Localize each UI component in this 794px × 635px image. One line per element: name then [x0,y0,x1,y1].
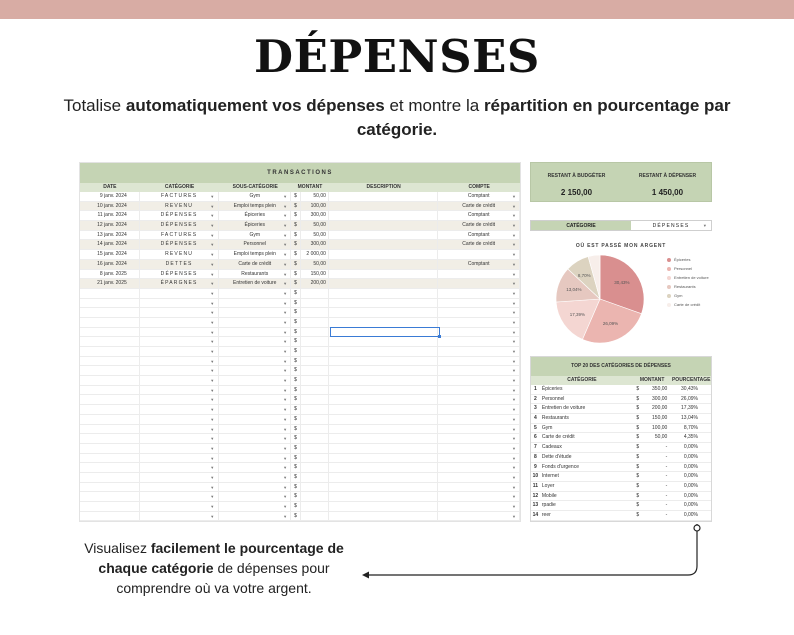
chevron-down-icon[interactable]: ▼ [283,290,288,296]
amount-cell: - [665,502,668,509]
currency-symbol: $ [291,299,301,308]
currency-symbol: $ [291,386,301,395]
category-cell: Entretien de voiture [541,405,586,412]
chevron-down-icon[interactable]: ▼ [283,426,288,432]
subcategory-cell[interactable]: Carte de crédit ▼ [219,260,291,269]
chevron-down-icon[interactable]: ▼ [512,465,516,471]
percent-cell: 0,00% [683,453,698,460]
chevron-down-icon[interactable]: ▼ [210,465,216,471]
transactions-title: TRANSACTIONS [80,163,520,183]
top20-title: TOP 20 DES CATÉGORIES DE DÉPENSES [531,357,711,376]
chevron-down-icon[interactable]: ▼ [210,407,216,413]
chevron-down-icon[interactable]: ▼ [283,504,288,509]
currency-symbol: $ [636,463,640,470]
account-cell[interactable]: Carte de crédit ▼ [438,221,520,230]
subcategory-cell[interactable]: Gym ▼ [219,192,291,201]
rank-cell: 2 [534,395,537,402]
chevron-down-icon[interactable]: ▼ [283,213,288,219]
currency-symbol: $ [291,270,301,279]
chevron-down-icon[interactable]: ▼ [210,213,216,219]
percent-cell: 17,39% [681,405,698,412]
chevron-down-icon[interactable]: ▼ [210,319,216,325]
amount-cell: 350,00 [652,386,668,392]
currency-symbol: $ [636,395,640,402]
percent-cell: 0,00% [683,473,698,480]
amount-cell: - [665,473,668,480]
text-part: de dépenses pour comprendre où va votre argent. [116,560,330,596]
percent-cell: 4,35% [683,434,698,441]
category-cell: reer [541,511,551,518]
percent-cell: 0,00% [683,511,698,518]
percent-cell: 0,00% [683,482,698,489]
chevron-down-icon[interactable]: ▼ [210,232,216,238]
chevron-down-icon[interactable]: ▼ [283,368,288,374]
category-cell: Fonds d'urgence [541,463,579,470]
category-cell[interactable]: DETTES ▼ [140,260,220,269]
chevron-down-icon[interactable]: ▼ [210,310,216,316]
chevron-down-icon[interactable]: ▼ [210,339,216,345]
category-cell: Cadeaux [541,444,562,451]
chevron-down-icon[interactable]: ▼ [283,203,288,209]
chevron-down-icon[interactable]: ▼ [283,455,288,461]
currency-symbol: $ [291,328,301,337]
account-cell[interactable]: Carte de crédit ▼ [438,202,520,211]
chevron-down-icon[interactable]: ▼ [210,281,216,287]
category-cell[interactable]: REVENU ▼ [140,202,220,211]
chevron-down-icon[interactable]: ▼ [210,349,216,354]
chevron-down-icon[interactable]: ▼ [512,329,516,335]
chevron-down-icon[interactable]: ▼ [512,271,516,277]
rank-cell: 14 [532,511,539,518]
column-header: DATE [103,184,117,190]
rank-cell: 7 [534,444,537,451]
column-header: CATÉGORIE [567,377,597,383]
chevron-down-icon[interactable]: ▼ [512,349,516,354]
category-cell[interactable]: DÉPENSES ▼ [140,240,220,249]
rank-cell: 10 [532,473,539,480]
chevron-down-icon[interactable]: ▼ [283,194,288,199]
pie-slice-label: 30,43% [614,280,630,286]
amount-cell: 150,00 [652,415,668,422]
chevron-down-icon[interactable]: ▼ [283,339,288,345]
currency-symbol: $ [636,453,640,460]
chevron-down-icon[interactable]: ▼ [512,513,516,519]
chevron-down-icon[interactable]: ▼ [512,397,516,403]
chevron-down-icon[interactable]: ▼ [512,290,516,296]
date-cell[interactable]: 14 janv. 2024 [80,240,140,249]
chevron-down-icon[interactable]: ▼ [283,387,288,393]
account-cell[interactable]: Comptant ▼ [438,260,520,269]
chevron-down-icon[interactable]: ▼ [512,358,516,364]
text-part: facilement le pourcentage de chaque catégorie [98,540,344,576]
date-cell[interactable]: 10 janv. 2024 [80,202,140,211]
chevron-down-icon[interactable]: ▼ [210,203,216,209]
subcategory-cell[interactable]: Entretien de voiture ▼ [219,279,291,288]
date-cell[interactable]: 12 janv. 2024 [80,221,140,230]
amount-cell[interactable]: 100,00 [301,202,329,211]
remaining-budget-value: 2 150,00 [560,188,593,197]
chevron-down-icon[interactable]: ▼ [283,232,288,238]
chevron-down-icon[interactable]: ▼ [283,349,288,354]
chevron-down-icon[interactable]: ▼ [283,416,288,422]
chevron-down-icon[interactable]: ▼ [283,271,288,277]
amount-cell: - [665,463,668,470]
pie-slice-label: 8,70% [577,272,591,278]
account-cell[interactable]: Comptant ▼ [438,192,520,201]
chevron-down-icon[interactable]: ▼ [512,455,516,461]
category-cell: Épiceries [541,386,563,392]
chevron-down-icon[interactable]: ▼ [210,290,216,296]
currency-symbol: $ [291,415,301,424]
pie-slice-label: 26,09% [602,321,619,327]
subcategory-cell[interactable]: Restaurants ▼ [219,270,291,279]
date-cell[interactable]: 8 janv. 2025 [80,270,140,279]
category-cell: Personnel [541,395,565,402]
percent-cell: 0,00% [683,502,698,509]
legend-label: Personnel [674,266,693,271]
chevron-down-icon[interactable]: ▼ [512,281,516,287]
subcategory-cell[interactable]: Épiceries ▼ [219,221,291,230]
subcategory-cell[interactable]: Épiceries ▼ [219,211,291,220]
chevron-down-icon[interactable]: ▼ [210,242,216,248]
text-part: et montre la [384,96,484,115]
chevron-down-icon[interactable]: ▼ [210,484,216,490]
text-part: répartition en pourcentage par catégorie. [356,96,731,139]
legend-label: Épiceries [674,257,691,262]
chevron-down-icon[interactable]: ▼ [512,242,516,248]
category-cell[interactable]: ÉPARGNES ▼ [140,279,220,288]
remaining-budget-label: RESTANT À BUDGÉTER [547,173,606,179]
chevron-down-icon[interactable]: ▼ [512,368,516,374]
chevron-down-icon[interactable]: ▼ [512,252,516,258]
category-cell: Mobile [541,492,557,499]
chevron-down-icon[interactable]: ▼ [283,252,288,258]
legend-label: Carte de crédit [674,302,701,307]
amount-cell[interactable]: 50,00 [301,221,329,230]
percent-cell: 0,00% [683,444,698,451]
chevron-down-icon[interactable]: ▼ [283,407,288,413]
currency-symbol: $ [291,347,301,356]
chevron-down-icon[interactable]: ▼ [283,261,288,267]
remaining-spend-value: 1 450,00 [651,188,684,197]
category-cell: Loyer [541,482,555,489]
chart-title: OÙ EST PASSÉ MON ARGENT [575,243,667,249]
amount-cell: - [665,453,668,460]
column-header: MONTANT [639,377,665,383]
chevron-down-icon[interactable]: ▼ [210,194,216,199]
chevron-down-icon[interactable]: ▼ [210,426,216,432]
currency-symbol: $ [291,376,301,385]
subcategory-cell[interactable]: Personnel ▼ [219,240,291,249]
chevron-down-icon[interactable]: ▼ [512,484,516,490]
chevron-down-icon[interactable]: ▼ [210,252,216,258]
text-part: Totalise [63,96,126,115]
currency-symbol: $ [291,211,301,220]
chevron-down-icon[interactable]: ▼ [512,426,516,432]
pie-slice-label: 13,04% [566,286,582,292]
chevron-down-icon[interactable]: ▼ [210,494,216,500]
chevron-down-icon[interactable]: ▼ [283,465,288,471]
column-header: DESCRIPTION [366,184,401,190]
column-header: SOUS-CATÉGORIE [232,184,278,190]
chevron-down-icon[interactable]: ▼ [512,474,516,480]
category-cell[interactable]: DÉPENSES ▼ [140,211,220,220]
legend-label: Gym [674,293,683,298]
currency-symbol: $ [291,308,301,317]
amount-cell[interactable]: 200,00 [301,279,329,288]
currency-symbol: $ [636,405,640,412]
chevron-down-icon[interactable]: ▼ [210,474,216,480]
chevron-down-icon[interactable]: ▼ [283,329,288,335]
currency-symbol: $ [291,395,301,404]
chevron-down-icon[interactable]: ▼ [283,474,288,480]
chevron-down-icon[interactable]: ▼ [283,436,288,442]
percent-cell: 0,00% [683,463,698,470]
rank-cell: 3 [534,405,537,412]
date-cell[interactable]: 16 janv. 2024 [80,260,140,269]
chevron-down-icon[interactable]: ▼ [512,213,516,219]
date-cell[interactable]: 13 janv. 2024 [80,231,140,240]
currency-symbol: $ [291,512,301,521]
percent-cell: 13,04% [681,415,698,422]
currency-symbol: $ [636,492,640,499]
percent-cell: 0,00% [683,492,698,499]
amount-cell: - [665,482,668,489]
chevron-down-icon[interactable]: ▼ [283,310,288,316]
chevron-down-icon[interactable]: ▼ [210,397,216,403]
currency-symbol: $ [291,473,301,482]
account-cell[interactable]: Comptant ▼ [438,211,520,220]
amount-cell[interactable]: 50,00 [301,192,329,201]
category-cell[interactable]: DÉPENSES ▼ [140,270,220,279]
column-header: POURCENTAGE [671,377,711,383]
amount-cell[interactable]: 300,00 [301,211,329,220]
currency-symbol: $ [291,492,301,501]
date-cell[interactable]: 15 janv. 2024 [80,250,140,259]
chevron-down-icon[interactable]: ▼ [283,484,288,490]
chevron-down-icon[interactable]: ▼ [512,494,516,500]
currency-symbol: $ [291,434,301,443]
amount-cell[interactable]: 150,00 [301,270,329,279]
amount-cell: 200,00 [652,405,668,412]
currency-symbol: $ [291,260,301,269]
currency-symbol: $ [636,434,640,441]
chevron-down-icon[interactable]: ▼ [512,203,516,209]
category-selector-text: DÉPENSES [652,223,690,229]
chevron-down-icon[interactable]: ▼ [210,416,216,422]
category-cell: Carte de crédit [541,434,575,441]
currency-symbol: $ [291,444,301,453]
column-header: CATÉGORIE [164,184,195,190]
chevron-down-icon[interactable]: ▼ [283,281,288,287]
currency-symbol: $ [636,415,640,422]
date-cell[interactable]: 9 janv. 2024 [80,192,140,201]
page-title: DÉPENSES [254,30,540,83]
chevron-down-icon[interactable]: ▼ [210,271,216,277]
currency-symbol: $ [636,502,640,509]
chevron-down-icon[interactable]: ▼ [512,310,516,316]
currency-symbol: $ [291,221,301,230]
category-selector-label: CATÉGORIE [531,221,631,230]
currency-symbol: $ [291,425,301,434]
amount-cell[interactable]: 50,00 [301,260,329,269]
category-cell: rpadie [541,502,556,509]
currency-symbol: $ [291,463,301,472]
category-cell: Internet [541,473,559,480]
rank-cell: 6 [534,434,537,441]
amount-cell: - [665,511,668,518]
chevron-down-icon[interactable]: ▼ [702,223,708,228]
category-cell[interactable]: DÉPENSES ▼ [140,221,220,230]
chevron-down-icon[interactable]: ▼ [210,300,216,306]
chevron-down-icon[interactable]: ▼ [512,387,516,393]
amount-cell[interactable]: 2 000,00 [301,250,329,259]
currency-symbol: $ [636,511,640,518]
subcategory-cell[interactable]: Emploi temps plein ▼ [219,250,291,259]
chevron-down-icon[interactable]: ▼ [210,378,216,384]
chevron-down-icon[interactable]: ▼ [210,504,216,509]
rank-cell: 9 [534,463,537,470]
currency-symbol: $ [291,279,301,288]
subcategory-cell[interactable]: Gym ▼ [219,231,291,240]
amount-cell: - [665,444,668,451]
column-header: COMPTE [468,184,490,190]
chevron-down-icon[interactable]: ▼ [210,387,216,393]
subcategory-cell[interactable]: Emploi temps plein ▼ [219,202,291,211]
currency-symbol: $ [291,357,301,366]
chevron-down-icon[interactable]: ▼ [512,445,516,451]
chevron-down-icon[interactable]: ▼ [283,319,288,325]
currency-symbol: $ [291,483,301,492]
currency-symbol: $ [291,192,301,201]
chevron-down-icon[interactable]: ▼ [512,416,516,422]
currency-symbol: $ [291,366,301,375]
chevron-down-icon[interactable]: ▼ [512,232,516,238]
chevron-down-icon[interactable]: ▼ [512,300,516,306]
category-cell[interactable]: FACTURES ▼ [140,231,220,240]
currency-symbol: $ [291,202,301,211]
chevron-down-icon[interactable]: ▼ [512,261,516,267]
chevron-down-icon[interactable]: ▼ [283,513,288,519]
account-cell[interactable]: Comptant ▼ [438,231,520,240]
currency-symbol: $ [291,454,301,463]
chevron-down-icon[interactable]: ▼ [283,223,288,229]
chevron-down-icon[interactable]: ▼ [210,455,216,461]
chevron-down-icon[interactable]: ▼ [283,445,288,451]
rank-cell: 12 [532,492,539,499]
rank-cell: 13 [532,502,539,509]
chevron-down-icon[interactable]: ▼ [210,368,216,374]
amount-cell: - [665,492,668,499]
account-cell[interactable]: Carte de crédit ▼ [438,240,520,249]
currency-symbol: $ [291,502,301,511]
chevron-down-icon[interactable]: ▼ [210,436,216,442]
currency-symbol: $ [636,482,640,489]
currency-symbol: $ [636,473,640,480]
chevron-down-icon[interactable]: ▼ [283,397,288,403]
currency-symbol: $ [291,289,301,298]
percent-cell: 8,70% [683,424,698,431]
chevron-down-icon[interactable]: ▼ [512,407,516,413]
currency-symbol: $ [291,231,301,240]
chevron-down-icon[interactable]: ▼ [512,223,516,229]
category-cell: Restaurants [541,415,569,422]
amount-cell: 50,00 [654,434,668,441]
chevron-down-icon[interactable]: ▼ [210,445,216,451]
column-header: MONTANT [297,184,323,190]
date-cell[interactable]: 21 janv. 2025 [80,279,140,288]
chevron-down-icon[interactable]: ▼ [210,261,216,267]
currency-symbol: $ [636,424,640,431]
chevron-down-icon[interactable]: ▼ [210,513,216,519]
rank-cell: 11 [532,482,539,489]
chevron-down-icon[interactable]: ▼ [210,223,216,229]
rank-cell: 8 [534,453,537,460]
rank-cell: 5 [534,424,537,431]
currency-symbol: $ [636,386,640,392]
category-cell: Gym [541,424,553,431]
currency-symbol: $ [291,250,301,259]
chevron-down-icon[interactable]: ▼ [512,319,516,325]
currency-symbol: $ [291,405,301,414]
chevron-down-icon[interactable]: ▼ [283,378,288,384]
percent-cell: 30,43% [681,386,698,392]
chevron-down-icon[interactable]: ▼ [512,436,516,442]
chevron-down-icon[interactable]: ▼ [283,494,288,500]
text-part: automatiquement vos dépenses [125,96,385,115]
category-cell: Dette d'étude [541,453,572,460]
date-cell[interactable]: 11 janv. 2024 [80,211,140,220]
chevron-down-icon[interactable]: ▼ [512,194,516,199]
remaining-spend-label: RESTANT À DÉPENSER [638,173,697,179]
currency-symbol: $ [291,240,301,249]
legend-label: Entretien de voiture [674,275,709,280]
chevron-down-icon[interactable]: ▼ [283,300,288,306]
chevron-down-icon[interactable]: ▼ [210,358,216,364]
amount-cell: 300,00 [652,395,668,402]
legend-label: Restaurants [674,284,696,289]
amount-cell[interactable]: 300,00 [301,240,329,249]
currency-symbol: $ [636,444,640,451]
pie-slice-label: 17,39% [569,311,585,317]
amount-cell[interactable]: 50,00 [301,231,329,240]
text-part: Visualisez [84,540,151,556]
category-cell[interactable]: REVENU ▼ [140,250,220,259]
rank-cell: 1 [534,386,537,392]
chevron-down-icon[interactable]: ▼ [283,242,288,248]
currency-symbol: $ [291,337,301,346]
category-cell[interactable]: FACTURES ▼ [140,192,220,201]
percent-cell: 26,09% [681,395,698,402]
chevron-down-icon[interactable]: ▼ [210,329,216,335]
rank-cell: 4 [534,415,537,422]
currency-symbol: $ [291,318,301,327]
chevron-down-icon[interactable]: ▼ [512,339,516,345]
chevron-down-icon[interactable]: ▼ [283,358,288,364]
chevron-down-icon[interactable]: ▼ [512,378,516,384]
chevron-down-icon[interactable]: ▼ [512,504,516,509]
amount-cell: 100,00 [652,424,668,431]
